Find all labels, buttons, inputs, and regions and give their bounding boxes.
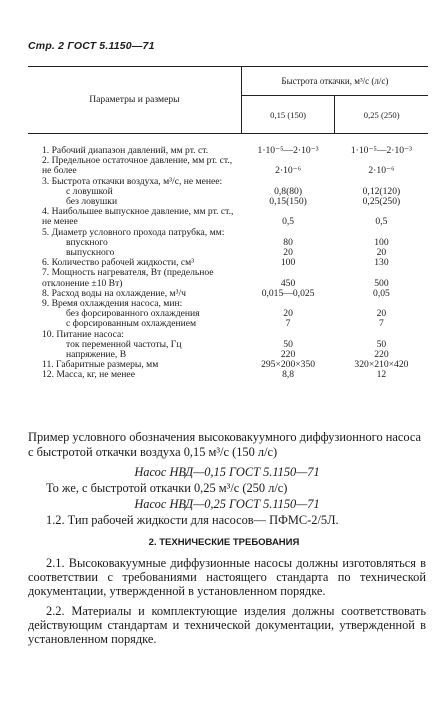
designation-2: Насос НВД—0,25 ГОСТ 5.1150—71: [134, 497, 320, 511]
row-label: 7. Мощность нагревателя, Вт (предельное отклонение ±10 Вт): [42, 267, 214, 289]
row-value-1: 0,8(80): [274, 185, 303, 197]
param-column-header: Параметры и размеры: [28, 67, 241, 134]
row-value-2: 20: [376, 308, 387, 320]
row-label: без форсированного охлаждения: [66, 308, 200, 320]
section-2-title: 2. ТЕХНИЧЕСКИЕ ТРЕБОВАНИЯ: [148, 537, 300, 548]
paragraph-2-1: 2.1. Высоковакуумные диффузионные насосы должны изготовляться в соответствии с требованиями настоящего стандарта по технической документации, утвержденной в установленном порядке.: [28, 556, 426, 599]
row-value-1: 1·10⁻⁵—2·10⁻³: [257, 145, 319, 156]
table-row: [28, 156, 428, 176]
table-row: [28, 370, 428, 380]
row-label: 2. Предельное остаточное давление, мм рт. ст., не более: [42, 155, 233, 177]
row-value-1: 0,15(150): [269, 196, 307, 208]
row-label: 12. Масса, кг, не менее: [42, 369, 135, 381]
row-value-1: 80: [283, 236, 293, 248]
row-value-2: 1·10⁻⁵—2·10⁻³: [350, 145, 412, 156]
row-value-2: 0,12(120): [362, 185, 401, 197]
row-label: 6. Количество рабочей жидкости, см³: [42, 257, 195, 269]
clause-1-2: 1.2. Тип рабочей жидкости для насосов— ПФМС-2/5Л.: [46, 513, 339, 527]
variant-header-2: 0,25 (250): [335, 96, 428, 134]
paragraph-2-2: 2.2. Материалы и комплектующие изделия должны соответствовать действующим стандартам и технической документации, утвержденной в установленном порядке.: [28, 604, 426, 647]
row-value-2: 0,5: [375, 216, 388, 228]
row-label: 10. Питание насоса:: [42, 328, 124, 340]
row-value-1: 295×200×350: [261, 359, 316, 371]
page-header: Стр. 2 ГОСТ 5.1150—71: [28, 40, 155, 52]
row-value-1: 2·10⁻⁶: [275, 165, 302, 177]
row-value-2: 320×210×420: [354, 359, 409, 371]
row-value-2: 2·10⁻⁶: [368, 165, 395, 177]
designation-1: Насос НВД—0,15 ГОСТ 5.1150—71: [134, 465, 320, 479]
speed-column-header: Быстрота откачки, м³/с (л/с): [241, 67, 428, 96]
row-label: 11. Габаритные размеры, мм: [42, 359, 159, 371]
table-row: [28, 268, 428, 288]
row-label: без ловушки: [66, 196, 118, 208]
row-value-1: 20: [283, 308, 293, 320]
row-label: 1. Рабочий диапазон давлений, мм рт. ст.: [42, 145, 209, 156]
row-value-1: 7: [285, 318, 291, 330]
row-value-2: 100: [374, 236, 389, 248]
row-label: 4. Наибольшее выпускное давление, мм рт. ст., не менее: [42, 206, 234, 228]
row-label: 5. Диаметр условного прохода патрубка, мм:: [42, 226, 225, 238]
row-label: выпускного: [66, 247, 115, 259]
example-intro-2: То же, с быстротой откачки 0,25 м³/с (250 л/с): [46, 481, 288, 495]
row-value-1: 50: [283, 338, 293, 350]
row-label: с форсированным охлаждением: [66, 318, 197, 330]
row-value-1: 8,8: [282, 369, 295, 381]
row-value-1: 450: [280, 277, 296, 289]
row-value-2: 500: [374, 277, 389, 289]
parameters-table: [28, 66, 428, 381]
row-value-2: 0,25(250): [362, 196, 401, 208]
row-label: впускного: [66, 236, 108, 248]
example-intro: Пример условного обозначения высоковакуумного диффузионного насоса с быстротой откачки воздуха 0,15 м³/с (150 л/с): [28, 430, 422, 459]
row-label: 9. Время охлаждения насоса, мин:: [42, 298, 183, 310]
row-value-2: 0,05: [373, 287, 390, 299]
row-value-2: 12: [376, 369, 387, 381]
row-value-2: 220: [374, 349, 389, 361]
row-label: напряжение, В: [66, 349, 127, 361]
table-row: [28, 207, 428, 227]
variant-header-1: 0,15 (150): [241, 96, 335, 134]
row-value-1: 20: [283, 247, 293, 259]
row-label: 3. Быстрота откачки воздуха, м³/с, не менее:: [42, 175, 223, 187]
row-value-1: 0,015—0,025: [261, 287, 315, 299]
row-value-2: 130: [374, 257, 389, 269]
row-value-1: 0,5: [282, 216, 295, 228]
row-value-2: 20: [376, 247, 387, 259]
row-value-2: 50: [376, 338, 387, 350]
row-value-2: 7: [379, 318, 384, 330]
row-label: с ловушкой: [66, 185, 113, 197]
row-label: 8. Расход воды на охлаждение, м³/ч: [42, 287, 186, 299]
row-value-1: 220: [280, 349, 296, 361]
row-value-1: 100: [280, 257, 296, 269]
row-label: ток переменной частоты, Гц: [66, 338, 182, 350]
table-body: [28, 134, 428, 381]
